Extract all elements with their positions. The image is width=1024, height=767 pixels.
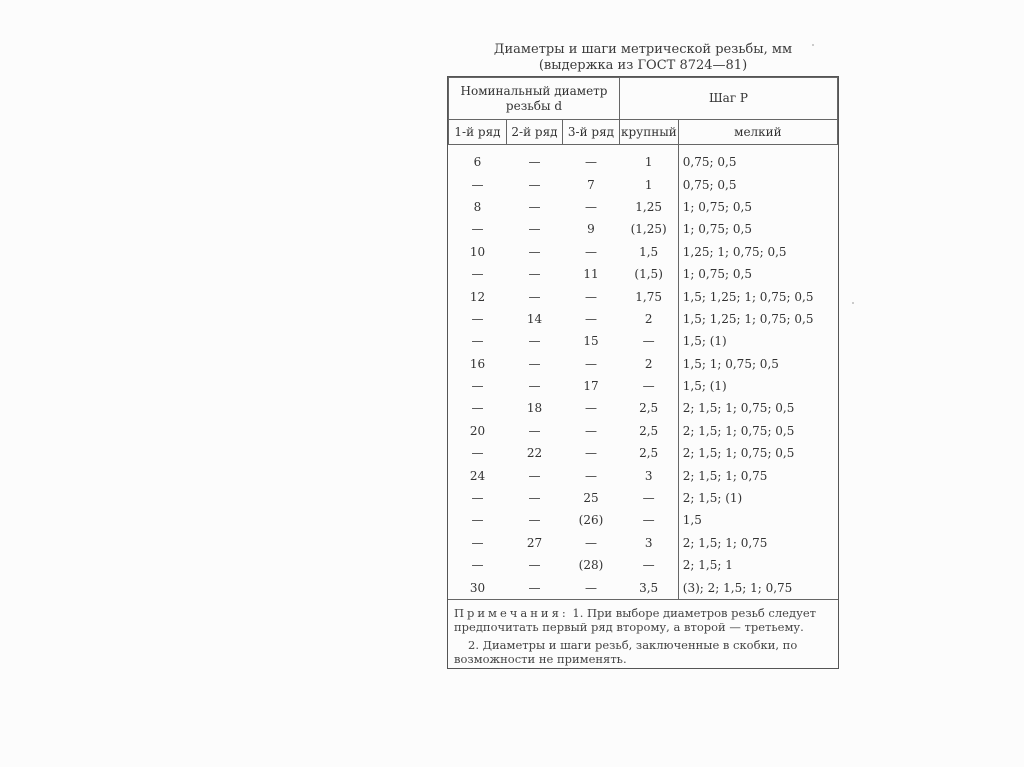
cell-fine: 1; 0,75; 0,5 <box>682 222 752 237</box>
table-row <box>449 509 838 531</box>
header-row-2: 2-й ряд <box>507 120 563 145</box>
cell-row1: — <box>471 513 484 528</box>
cell-fine: 2; 1,5; 1; 0,75 <box>682 535 768 550</box>
cell-row3: — <box>585 580 597 595</box>
cell-fine: 0,75; 0,5 <box>682 177 737 192</box>
cell-row2: — <box>528 289 541 304</box>
note-1: Примечания: 1. При выборе диаметров резьб следует предпочитать первый ряд второму, а второй — третьему. <box>454 605 817 634</box>
cell-coarse: (1,5) <box>620 263 679 285</box>
cell-row1: 6 <box>473 155 482 170</box>
cell-row3: — <box>585 244 597 259</box>
cell-fine: 2; 1,5; 1 <box>682 558 733 573</box>
cell-row1: 16 <box>469 356 486 371</box>
table-row <box>449 554 838 576</box>
table-row <box>449 442 838 464</box>
table-title <box>447 42 839 74</box>
cell-row1: — <box>471 267 484 282</box>
table-row <box>449 308 838 330</box>
cell-row3: — <box>585 199 597 214</box>
cell-row2: — <box>528 558 541 573</box>
cell-row2: — <box>528 580 541 595</box>
table-row <box>449 330 838 352</box>
cell-coarse: 3,5 <box>620 576 679 598</box>
table-row <box>449 576 838 598</box>
cell-fine: 1,5; 1,25; 1; 0,75; 0,5 <box>682 289 814 304</box>
cell-row3: 25 <box>583 491 599 506</box>
table-row <box>449 464 838 486</box>
header-pitch: Шаг P <box>620 78 838 120</box>
title-line-2: (выдержка из ГОСТ 8724—81) <box>538 58 748 73</box>
data-table <box>448 77 838 599</box>
cell-row3: 7 <box>587 177 595 192</box>
cell-coarse: 3 <box>620 532 679 554</box>
cell-row3: — <box>585 468 597 483</box>
cell-row3: — <box>585 311 597 326</box>
cell-coarse: 1,75 <box>620 285 679 307</box>
cell-row2: — <box>528 244 541 259</box>
cell-row3: — <box>585 289 597 304</box>
cell-row3: (28) <box>578 558 604 573</box>
table-row <box>449 263 838 285</box>
cell-coarse: (1,25) <box>620 218 679 240</box>
table-row <box>449 375 838 397</box>
cell-row1: — <box>471 491 484 506</box>
cell-row2: — <box>528 356 541 371</box>
table-row <box>449 285 838 307</box>
cell-coarse: 2 <box>620 353 679 375</box>
cell-coarse: 2,5 <box>620 397 679 419</box>
cell-row1: — <box>471 311 484 326</box>
cell-row3: (26) <box>578 513 604 528</box>
header-row-3: 3-й ряд <box>563 120 620 145</box>
cell-fine: 2; 1,5; 1; 0,75; 0,5 <box>682 401 795 416</box>
cell-row3: — <box>585 446 597 461</box>
cell-coarse: 1,5 <box>620 241 679 263</box>
cell-row2: 14 <box>526 311 543 326</box>
cell-row2: — <box>528 155 541 170</box>
thread-table <box>447 76 839 669</box>
table-row <box>449 173 838 195</box>
cell-row2: — <box>528 222 541 237</box>
table-row <box>449 420 838 442</box>
cell-row1: — <box>471 379 484 394</box>
cell-row2: — <box>528 513 541 528</box>
cell-fine: 1,5 <box>682 513 702 528</box>
cell-row2: — <box>528 468 541 483</box>
cell-row2: — <box>528 177 541 192</box>
note-2: 2. Диаметры и шаги резьб, заключенные в скобки, по возможности не применять. <box>454 637 798 666</box>
cell-row1: — <box>471 558 484 573</box>
cell-fine: 2; 1,5; 1; 0,75; 0,5 <box>682 423 795 438</box>
cell-coarse: 1 <box>620 173 679 195</box>
cell-fine: 1,5; 1; 0,75; 0,5 <box>682 356 779 371</box>
cell-coarse: — <box>620 330 679 352</box>
cell-row3: 17 <box>583 379 599 394</box>
table-notes <box>448 599 838 666</box>
cell-row2: — <box>528 199 541 214</box>
cell-row1: — <box>471 334 484 349</box>
cell-row1: 30 <box>469 580 486 595</box>
table-row <box>449 145 838 174</box>
cell-coarse: — <box>620 509 679 531</box>
cell-coarse: 2,5 <box>620 420 679 442</box>
cell-fine: 0,75; 0,5 <box>682 155 737 170</box>
cell-fine: 2; 1,5; (1) <box>682 491 743 506</box>
cell-coarse: — <box>620 375 679 397</box>
title-line-1: Диаметры и шаги метрической резьбы, мм <box>493 42 793 57</box>
cell-row1: 24 <box>469 468 486 483</box>
cell-coarse: 1 <box>620 145 679 174</box>
cell-fine: 1,5; 1,25; 1; 0,75; 0,5 <box>682 311 814 326</box>
cell-row1: — <box>471 222 484 237</box>
cell-row2: — <box>528 491 541 506</box>
cell-coarse: 2,5 <box>620 442 679 464</box>
table-row <box>449 218 838 240</box>
cell-coarse: 2 <box>620 308 679 330</box>
cell-row1: 12 <box>469 289 486 304</box>
cell-coarse: — <box>620 487 679 509</box>
cell-fine: 2; 1,5; 1; 0,75 <box>682 468 768 483</box>
cell-row2: — <box>528 334 541 349</box>
cell-fine: (3); 2; 1,5; 1; 0,75 <box>682 580 793 595</box>
cell-row1: — <box>471 401 484 416</box>
cell-row2: — <box>528 423 541 438</box>
table-row <box>449 532 838 554</box>
cell-row3: — <box>585 356 597 371</box>
cell-row3: — <box>585 401 597 416</box>
table-row <box>449 397 838 419</box>
table-row <box>449 487 838 509</box>
header-coarse: крупный <box>620 120 679 145</box>
cell-fine: 1; 0,75; 0,5 <box>682 267 752 282</box>
cell-fine: 2; 1,5; 1; 0,75; 0,5 <box>682 446 795 461</box>
cell-row1: 8 <box>473 199 482 214</box>
cell-coarse: — <box>620 554 679 576</box>
scan-speck <box>852 302 854 304</box>
table-row <box>449 196 838 218</box>
header-nominal-diameter: Номинальный диаметр резьбы d <box>449 78 620 120</box>
cell-coarse: 3 <box>620 464 679 486</box>
table-row <box>449 241 838 263</box>
cell-row3: — <box>585 155 597 170</box>
cell-fine: 1,5; (1) <box>682 334 727 349</box>
header-row-1: 1-й ряд <box>449 120 507 145</box>
cell-fine: 1,5; (1) <box>682 379 727 394</box>
cell-row2: — <box>528 379 541 394</box>
cell-coarse: 1,25 <box>620 196 679 218</box>
cell-row1: 10 <box>469 244 486 259</box>
cell-row1: 20 <box>469 423 486 438</box>
cell-fine: 1,25; 1; 0,75; 0,5 <box>682 244 787 259</box>
cell-row3: 11 <box>583 267 599 282</box>
cell-row2: 22 <box>526 446 543 461</box>
cell-row3: 9 <box>587 222 595 237</box>
cell-row3: — <box>585 423 597 438</box>
cell-row2: 27 <box>526 535 543 550</box>
header-fine: мелкий <box>678 120 837 145</box>
cell-row3: — <box>585 535 597 550</box>
cell-row3: 15 <box>583 334 599 349</box>
cell-row2: — <box>528 267 541 282</box>
cell-row2: 18 <box>526 401 543 416</box>
cell-row1: — <box>471 446 484 461</box>
cell-row1: — <box>471 177 484 192</box>
table-body <box>449 145 838 599</box>
cell-fine: 1; 0,75; 0,5 <box>682 199 752 214</box>
cell-row1: — <box>471 535 484 550</box>
table-row <box>449 353 838 375</box>
